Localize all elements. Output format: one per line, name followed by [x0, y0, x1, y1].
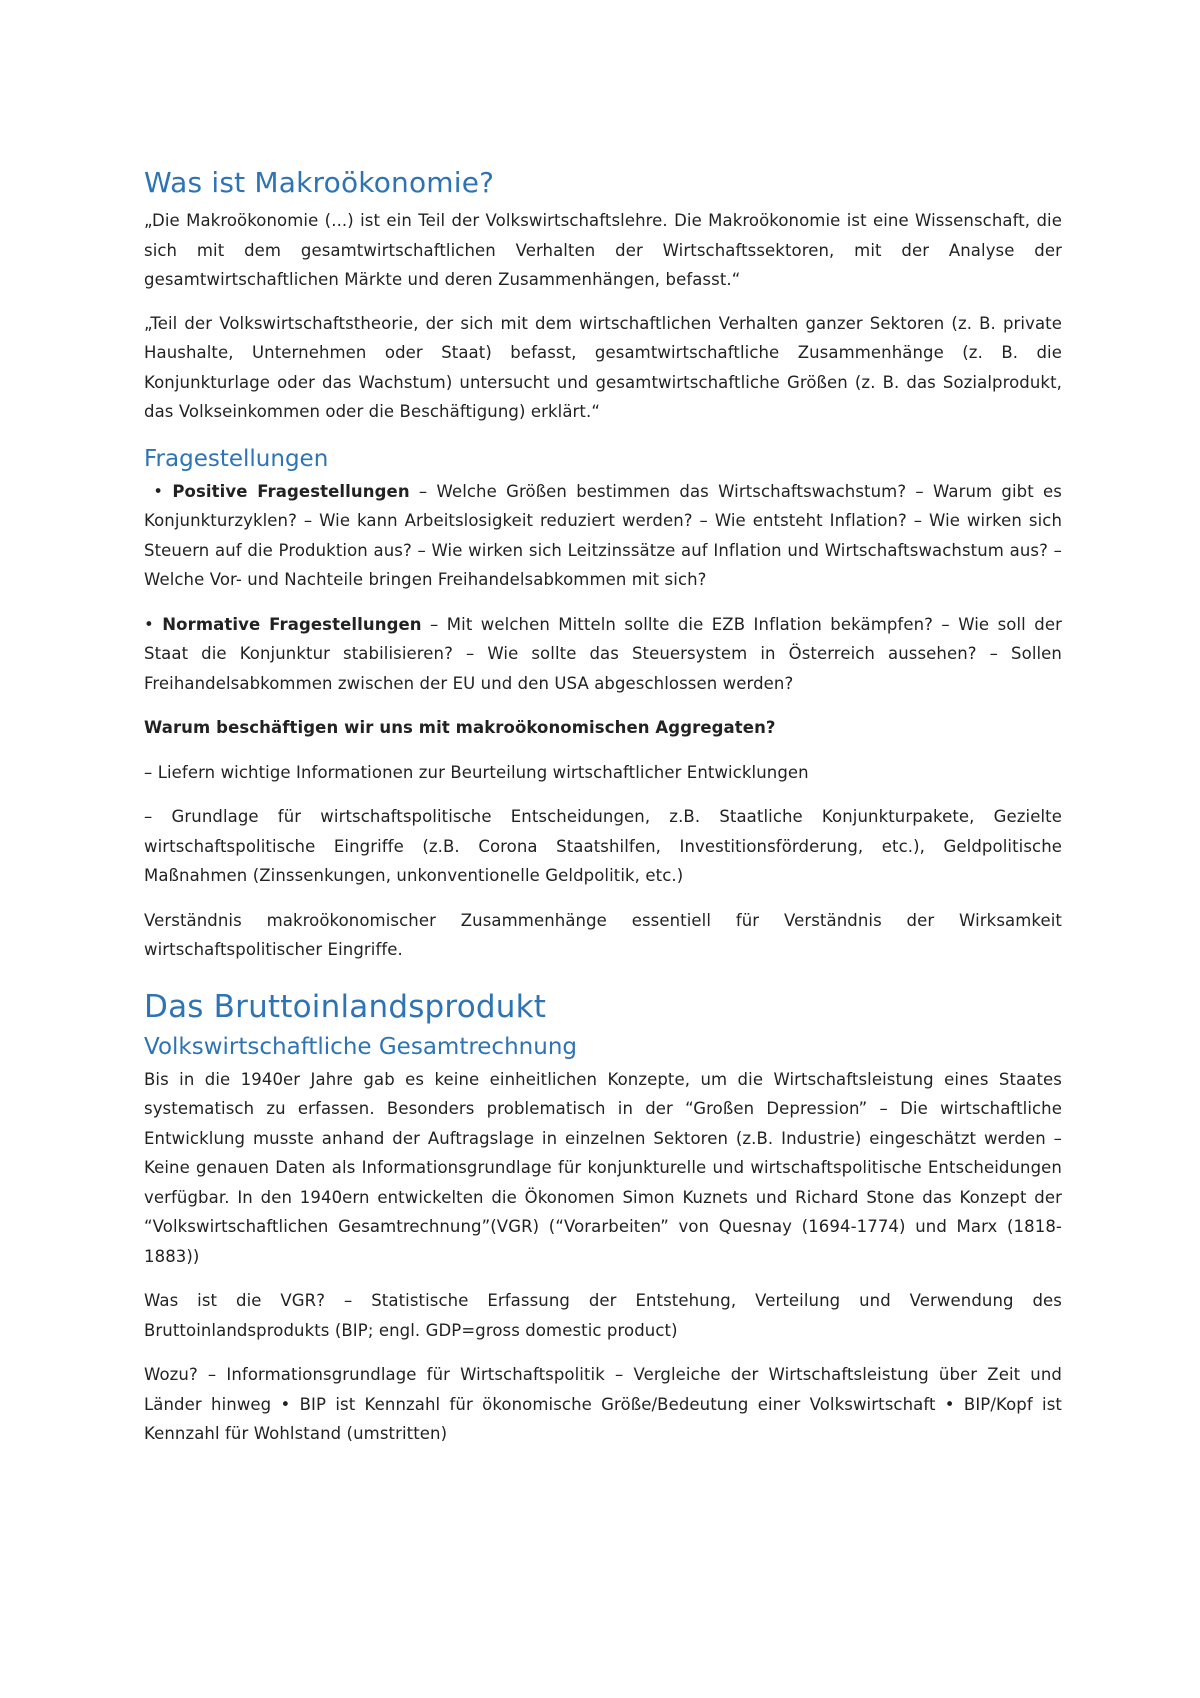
paragraph-vgr-1: Bis in die 1940er Jahre gab es keine einheitlichen Konzepte, um die Wirtschaftsleistung eines Staates systematisch zu erfassen. Besonders problematisch in der “Großen Depression” – Die wirtschaftliche Entwicklung musste anhand der Auftragslage in einzelnen Sektoren (z.B. Industrie) eingeschätzt werden – Keine genauen Daten als Informationsgrundlage für konjunkturelle und wirtschaftspolitische Entscheidungen verfügbar. In den 1940ern entwickelten die Ökonomen Simon Kuznets und Richard Stone das Konzept der “Volkswirtschaftlichen Gesamtrechnung”(VGR) (“Vorarbeiten” von Quesnay (1694-1774) und Marx (1818-1883)) — [144, 1069, 1062, 1266]
label-positive: Positive Fragestellungen — [172, 481, 410, 501]
paragraph-definition-1: „Die Makroökonomie (...) ist ein Teil der Volkswirtschaftslehre. Die Makroökonomie ist eine Wissenschaft, die sich mit dem gesamtwirtschaftlichen Verhalten der Wirtschaftssektoren, mit der Analyse der gesamtwirtschaftlichen Märkte und deren Zusammenhängen, befasst.“ — [144, 211, 1062, 289]
text-normative: – Mit welchen Mitteln sollte die EZB Inflation bekämpfen? – Wie soll der Staat die Konjunktur stabilisieren? – Wie sollte das Steuersystem in Österreich aussehen? – Sollen Freihandelsabkommen zwischen der EU und den USA abgeschlossen werden? — [144, 614, 1062, 693]
paragraph-positive-fragestellungen — [144, 477, 1062, 595]
bullet-icon: • — [153, 481, 164, 501]
bold-warum-heading: Warum beschäftigen wir uns mit makroökonomischen Aggregaten? — [144, 718, 776, 737]
paragraph-warum-1: – Liefern wichtige Informationen zur Beurteilung wirtschaftlicher Entwicklungen — [144, 762, 809, 782]
paragraph-vgr-3: Wozu? – Informationsgrundlage für Wirtschaftspolitik – Vergleiche der Wirtschaftsleistung über Zeit und Länder hinweg • BIP ist Kennzahl für ökonomische Größe/Bedeutung einer Volkswirtschaft • BIP/Kopf ist Kennzahl für Wohlstand (umstritten) — [144, 1365, 1062, 1443]
paragraph-warum-heading — [144, 713, 1062, 743]
paragraph-definition-2: „Teil der Volkswirtschaftstheorie, der sich mit dem wirtschaftlichen Verhalten ganzer Sektoren (z. B. private Haushalte, Unternehmen oder Staat) befasst, gesamtwirtschaftliche Zusammenhänge (z. B. die Konjunkturlage oder das Wachstum) untersucht und gesamtwirtschaftliche Größen (z. B. das Sozialprodukt, das Volkseinkommen oder die Beschäftigung) erklärt.“ — [144, 313, 1062, 421]
paragraph-normative-fragestellungen — [144, 610, 1062, 699]
bullet-icon: • — [144, 614, 154, 634]
heading-vgr: Volkswirtschaftliche Gesamtrechnung — [144, 1033, 577, 1060]
heading-fragestellungen: Fragestellungen — [144, 445, 329, 472]
paragraph-warum-3: Verständnis makroökonomischer Zusammenhänge essentiell für Verständnis der Wirksamkeit wirtschaftspolitischer Eingriffe. — [144, 910, 1062, 959]
heading-makrooekonomie: Was ist Makroökonomie? — [144, 166, 495, 199]
heading-bruttoinlandsprodukt: Das Bruttoinlandsprodukt — [144, 988, 547, 1025]
paragraph-warum-2: – Grundlage für wirtschaftspolitische Entscheidungen, z.B. Staatliche Konjunkturpakete, Gezielte wirtschaftspolitische Eingriffe (z.B. Corona Staatshilfen, Investitionsförderung, etc.), Geldpolitische Maßnahmen (Zinssenkungen, unkonventionelle Geldpolitik, etc.) — [144, 807, 1062, 885]
paragraph-vgr-2: Was ist die VGR? – Statistische Erfassung der Entstehung, Verteilung und Verwendung des Bruttoinlandsprodukts (BIP; engl. GDP=gross domestic product) — [144, 1291, 1062, 1340]
label-normative: Normative Fragestellungen — [162, 614, 422, 634]
text-positive: – Welche Größen bestimmen das Wirtschaftswachstum? – Warum gibt es Konjunkturzyklen? – Wie kann Arbeitslosigkeit reduziert werden? – Wie entsteht Inflation? – Wie wirken sich Steuern auf die Produktion aus? – Wie wirken sich Leitzinssätze auf Inflation und Wirtschaftswachstum aus? – Welche Vor- und Nachteile bringen Freihandelsabkommen mit sich? — [144, 481, 1062, 589]
